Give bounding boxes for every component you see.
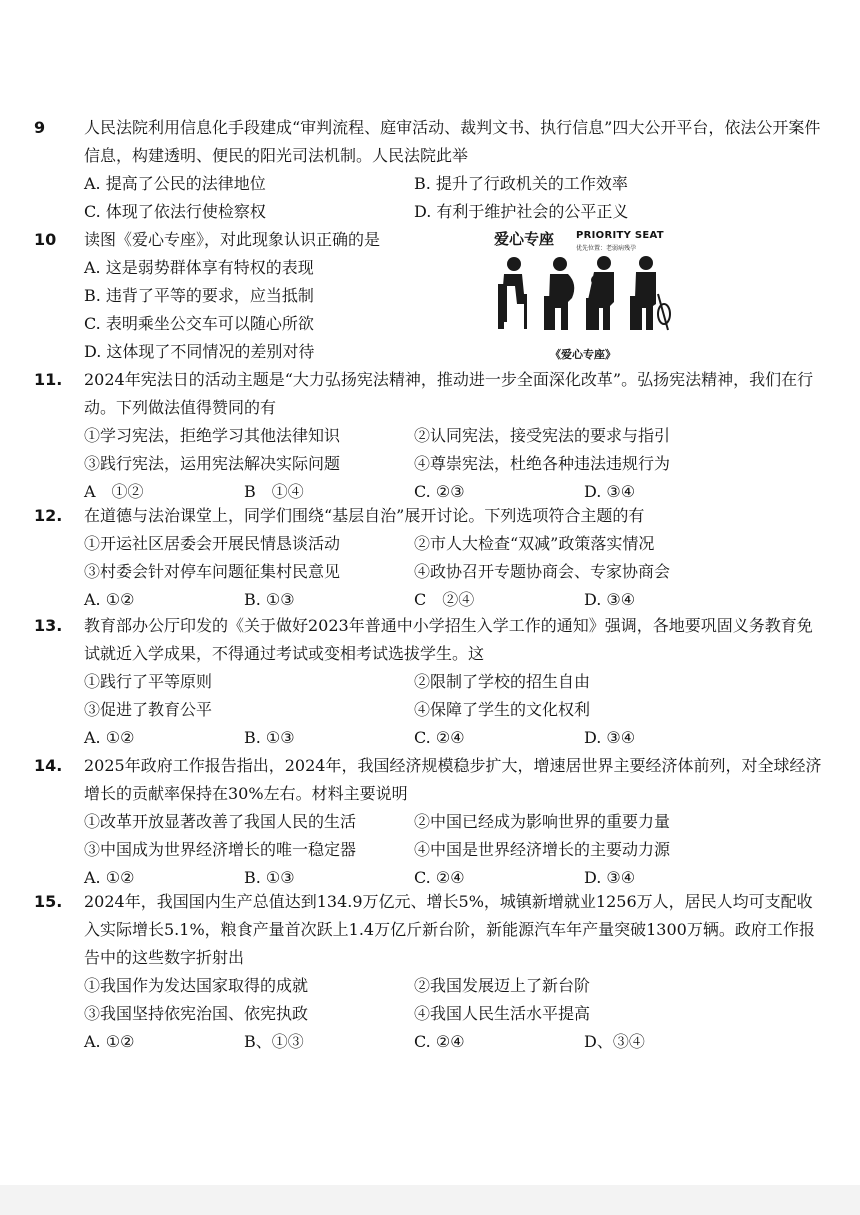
question-stem: 2024年宪法日的活动主题是“大力弘扬宪法精神，推动进一步全面深化改革”。弘扬宪法精神，我们在行动。下列做法值得赞同的有 xyxy=(84,370,814,417)
statement-3: ③促进了教育公平 xyxy=(84,700,213,719)
choice-b: B、①③ xyxy=(244,1032,304,1051)
question-15 xyxy=(34,888,824,1056)
figure-title: 爱心专座 xyxy=(494,230,555,248)
choice-c: C. ②④ xyxy=(414,1032,465,1051)
choice-c: C. ②④ xyxy=(414,868,465,887)
choice-d: D. ③④ xyxy=(584,868,636,887)
choice-d: D. ③④ xyxy=(584,728,636,747)
parent-with-child-icon xyxy=(586,256,614,330)
choice-c: C ②④ xyxy=(414,590,475,609)
choice-b: B. ①③ xyxy=(244,728,295,747)
statement-4: ④政协召开专题协商会、专家协商会 xyxy=(414,562,671,581)
choice-d: D、③④ xyxy=(584,1032,645,1051)
choice-a: A. ①② xyxy=(84,868,135,887)
question-number: 13. xyxy=(34,616,63,635)
figure-caption: 《爱心专座》 xyxy=(550,348,616,361)
question-number: 10 xyxy=(34,230,57,249)
option-b: B. 违背了平等的要求，应当抵制 xyxy=(84,286,314,305)
statement-3: ③中国成为世界经济增长的唯一稳定器 xyxy=(84,840,357,859)
page-bottom-edge xyxy=(0,1185,860,1215)
priority-seat-pictogram xyxy=(494,254,674,344)
figure-title-en: PRIORITY SEAT xyxy=(576,230,664,241)
statement-2: ②中国已经成为影响世界的重要力量 xyxy=(414,812,671,831)
choice-a: A. ①② xyxy=(84,590,135,609)
choice-a: A ①② xyxy=(84,482,144,501)
question-number: 11. xyxy=(34,370,63,389)
statement-4: ④尊崇宪法，杜绝各种违法违规行为 xyxy=(414,454,671,473)
question-11 xyxy=(34,366,824,506)
figure-subtitle: 优先位置：老弱病残孕 xyxy=(576,245,637,252)
question-stem: 2024年，我国国内生产总值达到134.9万亿元、增长5%，城镇新增就业1256万人，居民人均可支配收入实际增长5.1%，粮食产量首次跃上1.4万亿斤新台阶，新能源汽车年产量突破1300万辆。政府工作报告中的这些数字折射出 xyxy=(84,892,815,967)
statement-2: ②限制了学校的招生自由 xyxy=(414,672,591,691)
choice-d: D. ③④ xyxy=(584,482,636,501)
choice-b: B ①④ xyxy=(244,482,304,501)
choice-c: C. ②③ xyxy=(414,482,465,501)
question-stem: 读图《爱心专座》，对此现象认识正确的是 xyxy=(84,230,381,249)
choice-d: D. ③④ xyxy=(584,590,636,609)
question-stem: 在道德与法治课堂上，同学们围绕“基层自治”展开讨论。下列选项符合主题的有 xyxy=(84,506,645,525)
statement-4: ④保障了学生的文化权利 xyxy=(414,700,591,719)
priority-seat-figure xyxy=(494,228,674,368)
question-9 xyxy=(34,114,824,226)
statement-1: ①改革开放显著改善了我国人民的生活 xyxy=(84,812,357,831)
statement-2: ②市人大检查“双减”政策落实情况 xyxy=(414,534,655,553)
statement-3: ③村委会针对停车问题征集村民意见 xyxy=(84,562,341,581)
question-stem: 2025年政府工作报告指出，2024年，我国经济规模稳步扩大，增速居世界主要经济体前列，对全球经济增长的贡献率保持在30%左右。材料主要说明 xyxy=(84,756,822,803)
question-number: 12. xyxy=(34,506,63,525)
statement-1: ①我国作为发达国家取得的成就 xyxy=(84,976,309,995)
choice-a: A. ①② xyxy=(84,728,135,747)
question-stem: 人民法院利用信息化手段建成“审判流程、庭审活动、裁判文书、执行信息”四大公开平台，依法公开案件信息，构建透明、便民的阳光司法机制。人民法院此举 xyxy=(84,118,821,165)
statement-4: ④我国人民生活水平提高 xyxy=(414,1004,591,1023)
option-c: C. 表明乘坐公交车可以随心所欲 xyxy=(84,314,314,333)
statement-3: ③我国坚持依宪治国、依宪执政 xyxy=(84,1004,309,1023)
option-a: A. 提高了公民的法律地位 xyxy=(84,174,266,193)
question-10 xyxy=(34,226,824,366)
option-c: C. 体现了依法行使检察权 xyxy=(84,202,266,221)
option-d: D. 这体现了不同情况的差别对待 xyxy=(84,342,315,361)
choice-b: B. ①③ xyxy=(244,868,295,887)
question-number: 9 xyxy=(34,118,46,137)
question-stem: 教育部办公厅印发的《关于做好2023年普通中小学招生入学工作的通知》强调，各地要巩固义务教育免试就近入学成果，不得通过考试或变相考试选拔学生。这 xyxy=(84,616,813,663)
pregnant-woman-icon xyxy=(544,257,574,330)
elderly-person-icon xyxy=(498,257,527,329)
option-a: A. 这是弱势群体享有特权的表现 xyxy=(84,258,314,277)
choice-b: B. ①③ xyxy=(244,590,295,609)
choice-c: C. ②④ xyxy=(414,728,465,747)
statement-1: ①开运社区居委会开展民情恳谈活动 xyxy=(84,534,341,553)
option-b: B. 提升了行政机关的工作效率 xyxy=(414,174,628,193)
question-number: 14. xyxy=(34,756,63,775)
statement-1: ①学习宪法，拒绝学习其他法律知识 xyxy=(84,426,341,445)
person-with-cane-icon xyxy=(630,256,670,330)
question-14 xyxy=(34,752,824,892)
statement-4: ④中国是世界经济增长的主要动力源 xyxy=(414,840,671,859)
question-12 xyxy=(34,502,824,614)
statement-3: ③践行宪法，运用宪法解决实际问题 xyxy=(84,454,341,473)
option-d: D. 有利于维护社会的公平正义 xyxy=(414,202,629,221)
statement-2: ②我国发展迈上了新台阶 xyxy=(414,976,591,995)
choice-a: A. ①② xyxy=(84,1032,135,1051)
question-13 xyxy=(34,612,824,752)
statement-1: ①践行了平等原则 xyxy=(84,672,213,691)
question-number: 15. xyxy=(34,892,63,911)
statement-2: ②认同宪法，接受宪法的要求与指引 xyxy=(414,426,671,445)
